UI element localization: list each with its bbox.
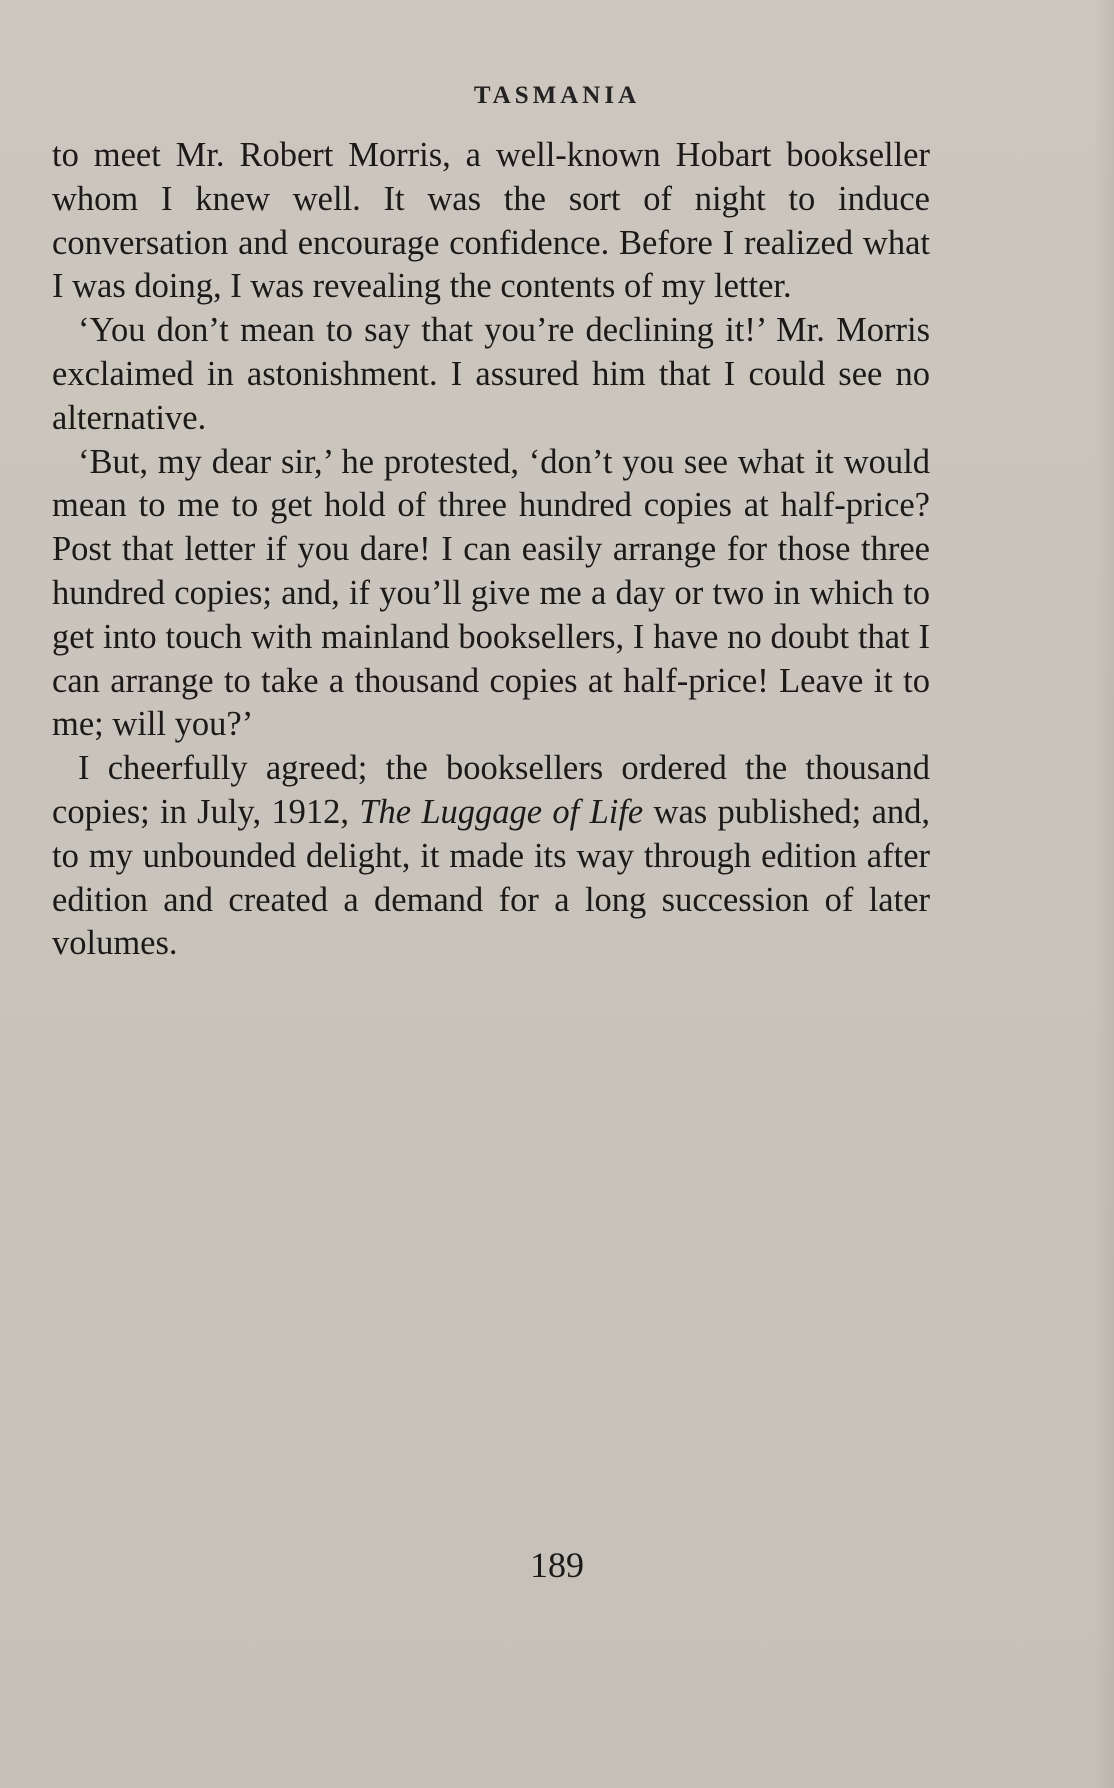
body-text xyxy=(52,134,930,966)
page-number: 189 xyxy=(530,1545,584,1585)
paragraph-4 xyxy=(52,747,930,966)
page-edge-shadow xyxy=(1094,0,1114,1788)
paragraph-3: ‘But, my dear sir,’ he protested, ‘don’t you see what it would mean to me to get hold of three hundred copies at half-price? Post that letter if you dare! I can easily arrange for those three hundred copies; and, if you’ll give me a day or two in which to get into touch with mainland booksellers, I have no doubt that I can arrange to take a thousand copies at half-price! Leave it to me; will you?’ xyxy=(52,442,930,744)
paragraph-4-after: was published; and, to my unbounded delight, it made its way through edition after edition and created a demand for a long succession of later volumes. xyxy=(52,792,931,963)
paragraph-1: to meet Mr. Robert Morris, a well-known Hobart bookseller whom I knew well. It was the sort of night to induce conversation and encourage confidence. Before I realized what I was doing, I was revealing the contents of my letter. xyxy=(52,136,930,306)
book-title: The Luggage of Life xyxy=(359,792,644,831)
running-head: TASMANIA xyxy=(473,82,641,109)
paragraph-4-before: I cheerfully agreed; the booksellers ordered the thousand copies; in July, 1912, xyxy=(52,749,930,831)
paragraph-2: ‘You don’t mean to say that you’re declining it!’ Mr. Morris exclaimed in astonishment. I assured him that I could see no alternative. xyxy=(52,311,930,437)
